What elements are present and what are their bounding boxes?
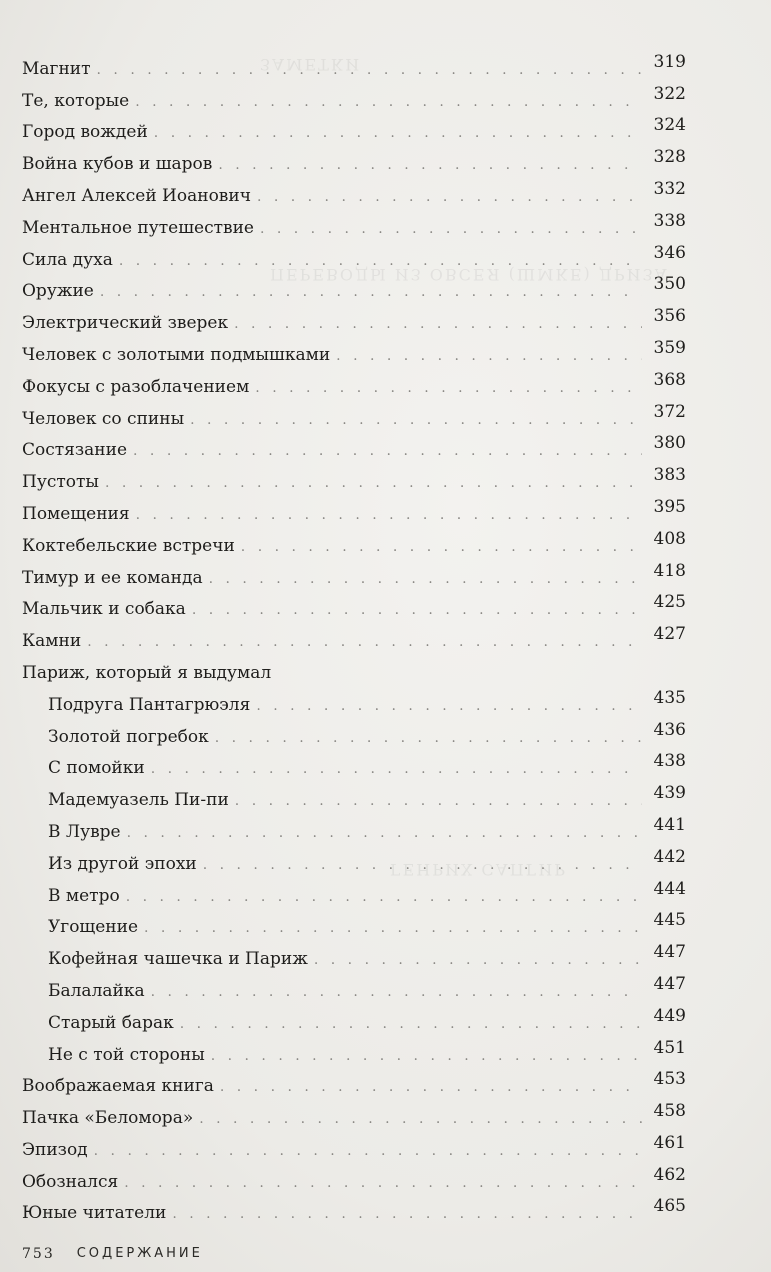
toc-entry-title: Камни	[22, 631, 82, 652]
toc-entry-page: 447	[653, 942, 686, 963]
toc-entry-title: Ментальное путешествие	[22, 217, 254, 238]
toc-entry-page: 338	[653, 210, 686, 231]
toc-entry-title: Фокусы с разоблачением	[22, 376, 250, 397]
toc-entry-title: Из другой эпохи	[48, 853, 197, 874]
dot-leader	[209, 568, 642, 588]
toc-entry-page: 395	[653, 496, 686, 517]
toc-entry-page: 383	[653, 465, 686, 486]
toc-entry-title: Помещения	[22, 503, 130, 524]
toc-entry-title: С помойки	[48, 758, 145, 779]
toc-entry-title: Золотой погребок	[48, 726, 209, 747]
toc-entry-page: 444	[653, 878, 686, 899]
toc-entry-page: 461	[653, 1132, 686, 1153]
toc-entry[interactable]	[22, 270, 686, 302]
toc-subentry[interactable]	[22, 683, 686, 715]
toc-entry[interactable]	[22, 238, 686, 270]
toc-section-heading[interactable]	[22, 651, 686, 683]
toc-entry-page: 328	[653, 147, 686, 168]
toc-entry-page: 322	[653, 83, 686, 104]
toc-entry-page: 453	[653, 1069, 686, 1090]
dot-leader	[133, 440, 642, 460]
dot-leader	[260, 218, 642, 238]
toc-entry[interactable]	[22, 524, 686, 556]
dot-leader	[100, 281, 642, 301]
toc-entry-page: 425	[653, 592, 686, 613]
toc-entry[interactable]	[22, 365, 686, 397]
toc-entry-title: В метро	[48, 885, 120, 906]
dot-leader	[218, 154, 642, 174]
toc-entry-page: 380	[653, 433, 686, 454]
toc-entry-title: Подруга Пантагрюэля	[48, 694, 251, 715]
toc-entry[interactable]	[22, 1192, 686, 1224]
toc-entry-title: Сила духа	[22, 249, 113, 270]
toc-entry-title: Мальчик и собака	[22, 599, 186, 620]
toc-entry-title: Электрический зверек	[22, 313, 229, 334]
toc-entry[interactable]	[22, 492, 686, 524]
dot-leader	[172, 1203, 642, 1223]
bleed-through-text: ПЕРЕВОДЫ ИЗ ОВСЕЯ (ШМКЕ) ДРИЗА	[270, 265, 669, 284]
toc-entry-page: 442	[653, 846, 686, 867]
toc-entry-title: Пачка «Беломора»	[22, 1108, 194, 1129]
toc-entry-page: 441	[653, 814, 686, 835]
toc-subentry[interactable]	[22, 747, 686, 779]
toc-entry-title: Тимур и ее команда	[22, 567, 203, 588]
toc-entry-page: 359	[653, 337, 686, 358]
toc-section-title: Париж, который я выдумал	[22, 662, 272, 683]
toc-entry-page: 368	[653, 369, 686, 390]
bleed-through-text: ЗАМЕТКИ	[260, 55, 362, 74]
dot-leader	[87, 631, 642, 651]
toc-subentry[interactable]	[22, 778, 686, 810]
toc-entry-title: Те, которые	[22, 90, 130, 111]
toc-entry-page: 445	[653, 910, 686, 931]
table-of-contents	[22, 47, 686, 1223]
dot-leader	[127, 822, 642, 842]
bleed-through-text: ГЕНРИХ САПГИР	[390, 860, 568, 879]
toc-entry-page: 436	[653, 719, 686, 740]
running-head: СОДЕРЖАНИЕ	[76, 1246, 203, 1261]
toc-subentry[interactable]	[22, 937, 686, 969]
toc-entry-page: 346	[653, 242, 686, 263]
dot-leader	[192, 599, 642, 619]
toc-entry-title: Оружие	[22, 281, 94, 302]
toc-entry-page: 427	[653, 624, 686, 645]
dot-leader	[180, 1013, 642, 1033]
toc-entry-page: 465	[653, 1196, 686, 1217]
toc-entry-title: Юные читатели	[22, 1203, 167, 1224]
toc-entry-title: Эпизод	[22, 1139, 88, 1160]
toc-entry[interactable]	[22, 460, 686, 492]
toc-entry[interactable]	[22, 397, 686, 429]
toc-entry[interactable]	[22, 206, 686, 238]
dot-leader	[94, 1140, 642, 1160]
toc-entry-title: Человек с золотыми подмышками	[22, 344, 331, 365]
toc-entry[interactable]	[22, 1065, 686, 1097]
dot-leader	[154, 122, 642, 142]
dot-leader	[151, 758, 642, 778]
toc-subentry[interactable]	[22, 1001, 686, 1033]
toc-entry[interactable]	[22, 47, 686, 79]
toc-entry[interactable]	[22, 556, 686, 588]
toc-entry[interactable]	[22, 111, 686, 143]
dot-leader	[119, 250, 642, 270]
dot-leader	[215, 727, 642, 747]
dot-leader	[257, 186, 642, 206]
toc-entry-title: Магнит	[22, 58, 91, 79]
toc-entry-title: Мадемуазель Пи-пи	[48, 790, 229, 811]
toc-entry[interactable]	[22, 588, 686, 620]
toc-subentry[interactable]	[22, 810, 686, 842]
toc-entry[interactable]	[22, 429, 686, 461]
toc-entry-title: Балалайка	[48, 980, 145, 1001]
dot-leader	[203, 854, 642, 874]
dot-leader	[151, 981, 642, 1001]
toc-entry-title: Ангел Алексей Иоанович	[22, 185, 251, 206]
toc-entry-title: Человек со спины	[22, 408, 185, 429]
toc-entry[interactable]	[22, 174, 686, 206]
dot-leader	[199, 1108, 642, 1128]
toc-entry-page: 458	[653, 1101, 686, 1122]
toc-entry-page: 438	[653, 751, 686, 772]
toc-subentry[interactable]	[22, 906, 686, 938]
toc-entry-title: Город вождей	[22, 122, 148, 143]
toc-entry-page: 350	[653, 274, 686, 295]
dot-leader	[234, 313, 642, 333]
toc-entry-page: 319	[653, 51, 686, 72]
dot-leader	[97, 59, 642, 79]
toc-subentry[interactable]	[22, 874, 686, 906]
dot-leader	[190, 409, 642, 429]
toc-subentry[interactable]	[22, 715, 686, 747]
toc-entry-page: 439	[653, 783, 686, 804]
dot-leader	[255, 377, 642, 397]
toc-entry-title: Воображаемая книга	[22, 1076, 214, 1097]
dot-leader	[235, 790, 642, 810]
toc-entry-title: Состязание	[22, 440, 128, 461]
toc-entry-title: Не с той стороны	[48, 1044, 205, 1065]
toc-entry-title: Война кубов и шаров	[22, 154, 213, 175]
dot-leader	[220, 1076, 642, 1096]
toc-entry-title: Пустоты	[22, 472, 99, 493]
toc-entry-page: 451	[653, 1037, 686, 1058]
toc-entry[interactable]	[22, 142, 686, 174]
toc-entry[interactable]	[22, 301, 686, 333]
toc-entry-title: Угощение	[48, 917, 139, 938]
dot-leader	[241, 536, 642, 556]
page-footer	[22, 1246, 203, 1262]
toc-entry-page: 372	[653, 401, 686, 422]
toc-entry-title: Обознался	[22, 1171, 119, 1192]
page-number: 753	[22, 1246, 55, 1262]
dot-leader	[124, 1172, 642, 1192]
dot-leader	[336, 345, 642, 365]
toc-entry-page: 332	[653, 178, 686, 199]
dot-leader	[105, 472, 642, 492]
toc-entry-title: Старый барак	[48, 1012, 174, 1033]
toc-entry[interactable]	[22, 1096, 686, 1128]
toc-entry-page: 462	[653, 1164, 686, 1185]
toc-entry-page: 324	[653, 115, 686, 136]
dot-leader	[314, 949, 642, 969]
toc-entry[interactable]	[22, 333, 686, 365]
toc-entry-page: 408	[653, 528, 686, 549]
toc-subentry[interactable]	[22, 842, 686, 874]
dot-leader	[135, 91, 642, 111]
toc-entry[interactable]	[22, 619, 686, 651]
toc-subentry[interactable]	[22, 1033, 686, 1065]
dot-leader	[256, 695, 642, 715]
toc-entry-page: 418	[653, 560, 686, 581]
toc-entry-page: 447	[653, 973, 686, 994]
toc-entry-title: В Лувре	[48, 821, 121, 842]
dot-leader	[211, 1045, 642, 1065]
toc-entry-page: 435	[653, 687, 686, 708]
toc-entry-title: Кофейная чашечка и Париж	[48, 949, 308, 970]
dot-leader	[144, 917, 642, 937]
toc-subentry[interactable]	[22, 969, 686, 1001]
toc-entry[interactable]	[22, 79, 686, 111]
dot-leader	[126, 886, 642, 906]
toc-entry-title: Коктебельские встречи	[22, 535, 235, 556]
dot-leader	[136, 504, 642, 524]
toc-entry-page: 449	[653, 1005, 686, 1026]
toc-entry[interactable]	[22, 1128, 686, 1160]
toc-entry[interactable]	[22, 1160, 686, 1192]
toc-entry-page: 356	[653, 306, 686, 327]
